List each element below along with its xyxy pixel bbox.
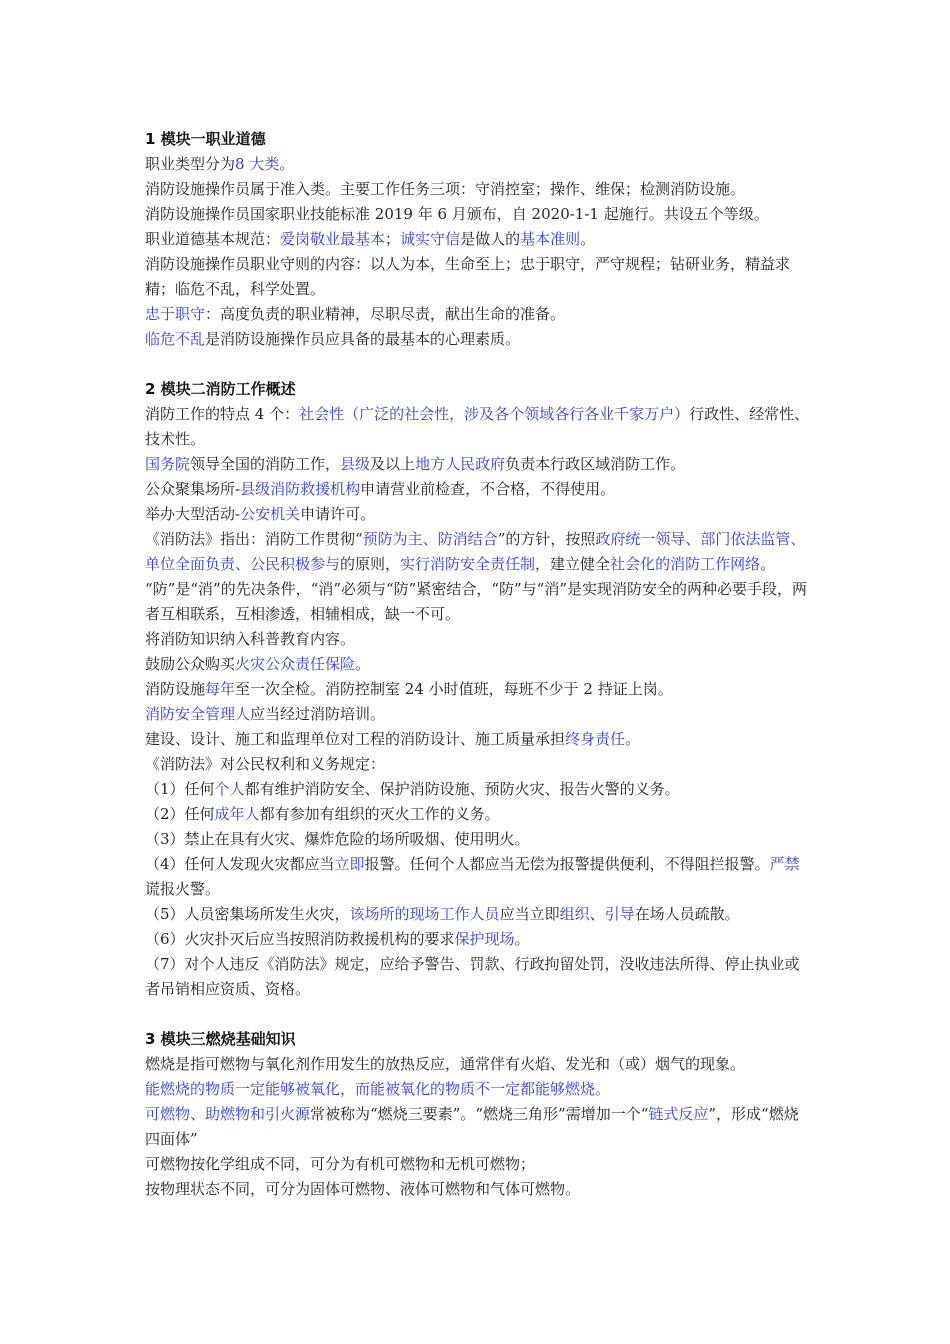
highlighted-text: 诚实守信 [400,230,461,248]
highlighted-text: 忠于职守 [145,305,206,323]
text-run: （1）任何 [145,780,215,798]
paragraph [145,202,810,227]
paragraph [145,727,810,752]
paragraph [145,452,810,477]
text-run: 职业类型分为 [145,155,236,173]
text-run: 是消防设施操作员应具备的最基本的心理素质。 [205,330,521,348]
highlighted-text: 可燃物、助燃物和引火源 [145,1105,311,1123]
paragraph [145,1152,810,1177]
section-heading: 1 模块一职业道德 [145,130,266,148]
text-run: “防”是“消”的先决条件，“消”必须与“防”紧密结合，“防”与“消”是实现消防安全的两种必要手段，两者互相联系，互相渗透，相辅相成，缺一不可。 [145,580,808,623]
paragraph [145,152,810,177]
text-run: 是做人的 [460,230,521,248]
paragraph [145,802,810,827]
highlighted-text: 组织 [559,905,590,923]
highlighted-text: 临危不乱 [145,330,206,348]
section-heading: 2 模块二消防工作概述 [145,380,296,398]
text-run: 消防工作的特点 4 个： [145,405,300,423]
paragraph [145,952,810,1002]
paragraph [145,327,810,352]
highlighted-text: 国务院 [145,455,191,473]
text-run: （5）人员密集场所发生火灾， [145,905,350,923]
text-run: 在场人员疏散。 [634,905,740,923]
text-run: 申请许可。 [300,505,376,523]
highlighted-text: 链式反应 [648,1105,709,1123]
text-run: （6）火灾扑灭后应当按照消防救援机构的要求 [145,930,455,948]
text-run: 燃烧是指可燃物与氧化剂作用发生的放热反应，通常伴有火焰、发光和（或）烟气的现象。 [145,1055,746,1073]
paragraph [145,827,810,852]
highlighted-text: 基本准则 [520,230,581,248]
section-gap [145,352,810,376]
highlighted-text: 火灾公众责任保险 [235,655,356,673]
paragraph [145,502,810,527]
text-run: 举办大型活动- [145,505,241,523]
highlighted-text: 县级 [340,455,371,473]
highlighted-text: 政府统一领导、部门依法监管、单位全面负责、公民积极参与 [145,530,806,573]
highlighted-text: 社会化的消防工作网络 [610,555,761,573]
text-run: 。 [355,655,371,673]
text-run: 及以上 [370,455,416,473]
document-page [145,126,810,1202]
text-run: 负责本行政区域消防工作。 [505,455,686,473]
text-run: 将消防知识纳入科普教育内容。 [145,630,356,648]
paragraph [145,527,810,577]
text-run: 、 [589,905,605,923]
text-run: 申请营业前检查，不合格，不得使用。 [360,480,616,498]
highlighted-text: 立即 [334,855,365,873]
text-run: 消防设施 [145,680,206,698]
text-run: 谎报火警。 [145,880,221,898]
text-run: 应当立即 [499,905,560,923]
text-run: 消防设施操作员国家职业技能标准 2019 年 6 月颁布，自 2020-1-1 起施行。共设五个等级。 [145,205,769,223]
highlighted-text: 个人 [214,780,245,798]
text-run: ； [385,230,401,248]
paragraph [145,752,810,777]
highlighted-text: 8 大类 [235,155,280,173]
text-run: 建设、设计、施工和监理单位对工程的消防设计、施工质量承担 [145,730,566,748]
section-heading: 3 模块三燃烧基础知识 [145,1030,296,1048]
highlighted-text: 公安机关 [240,505,301,523]
highlighted-text: 每年 [205,680,236,698]
highlighted-text: 实行消防安全责任制 [400,555,536,573]
text-run: 应当经过消防培训。 [250,705,386,723]
paragraph [145,252,810,302]
highlighted-text: 严禁 [769,855,800,873]
text-run: 的原则， [340,555,401,573]
paragraph [145,227,810,252]
paragraph [145,902,810,927]
highlighted-text: 能燃烧的物质一定能够被氧化，而能被氧化的物质不一定都能够燃烧。 [145,1080,611,1098]
paragraph [145,927,810,952]
highlighted-text: 预防为主、防消结合 [362,530,498,548]
text-run: 按物理状态不同，可分为固体可燃物、液体可燃物和气体可燃物。 [145,1180,581,1198]
highlighted-text: 爱岗敬业最基本 [280,230,386,248]
text-run: 职业道德基本规范： [145,230,281,248]
paragraph [145,652,810,677]
paragraph [145,1077,810,1102]
text-run: 鼓励公众购买 [145,655,236,673]
highlighted-text: 该场所的现场工作人员 [349,905,500,923]
text-run: 《消防法》对公民权利和义务规定： [145,755,386,773]
text-run: （7）对个人违反《消防法》规定，应给予警告、罚款、行政拘留处罚，没收违法所得、停止执业或者吊销相应资质、资格。 [145,955,800,998]
text-run: ”的方针，按照 [497,530,596,548]
text-run: 。 [625,730,641,748]
highlighted-text: 保护现场 [454,930,515,948]
paragraph [145,177,810,202]
paragraph [145,1177,810,1202]
text-run: 都有维护消防安全、保护消防设施、预防火灾、报告火警的义务。 [244,780,680,798]
text-run: ”，形成“燃烧四面体” [145,1105,799,1148]
paragraph [145,402,810,452]
text-run: 公众聚集场所- [145,480,241,498]
text-run: （4）任何人发现火灾都应当 [145,855,335,873]
text-run: 。 [279,155,295,173]
text-run: （3）禁止在具有火灾、爆炸危险的场所吸烟、使用明火。 [145,830,530,848]
paragraph [145,627,810,652]
text-run: 报警。任何个人都应当无偿为报警提供便利，不得阻拦报警。 [364,855,770,873]
section-gap [145,1002,810,1026]
highlighted-text: 社会性（广泛的社会性，涉及各个领域各行各业千家万户） [299,405,690,423]
highlighted-text: 终身责任 [565,730,626,748]
paragraph [145,777,810,802]
paragraph [145,702,810,727]
text-run: 可燃物按化学组成不同，可分为有机可燃物和无机可燃物； [145,1155,536,1173]
text-run: 领导全国的消防工作， [190,455,341,473]
text-run: 行政性、经常性、技术性。 [145,405,810,448]
highlighted-text: 消防安全管理人 [145,705,251,723]
paragraph [145,1052,810,1077]
paragraph [145,302,810,327]
text-run: 。 [760,555,776,573]
text-run: 都有参加有组织的灭火工作的义务。 [259,805,500,823]
text-run: 消防设施操作员属于准入类。主要工作任务三项：守消控室；操作、维保；检测消防设施。 [145,180,746,198]
text-run: ：高度负责的职业精神，尽职尽责，献出生命的准备。 [205,305,566,323]
highlighted-text: 地方人民政府 [415,455,506,473]
text-run: ，建立健全 [535,555,611,573]
text-run: 常被称为“燃烧三要素”。“燃烧三角形”需增加一个“ [310,1105,649,1123]
paragraph [145,852,810,902]
paragraph [145,477,810,502]
text-run: 。 [580,230,596,248]
text-run: 消防设施操作员职业守则的内容：以人为本，生命至上；忠于职守，严守规程；钻研业务，精益求精；临危不乱，科学处置。 [145,255,791,298]
highlighted-text: 引导 [604,905,635,923]
paragraph [145,677,810,702]
text-run: 。 [514,930,530,948]
highlighted-text: 县级消防救援机构 [240,480,361,498]
highlighted-text: 成年人 [214,805,260,823]
text-run: 至一次全检。消防控制室 24 小时值班，每班不少于 2 持证上岗。 [235,680,673,698]
paragraph [145,1102,810,1152]
text-run: （2）任何 [145,805,215,823]
paragraph [145,577,810,627]
text-run: 《消防法》指出：消防工作贯彻“ [145,530,363,548]
